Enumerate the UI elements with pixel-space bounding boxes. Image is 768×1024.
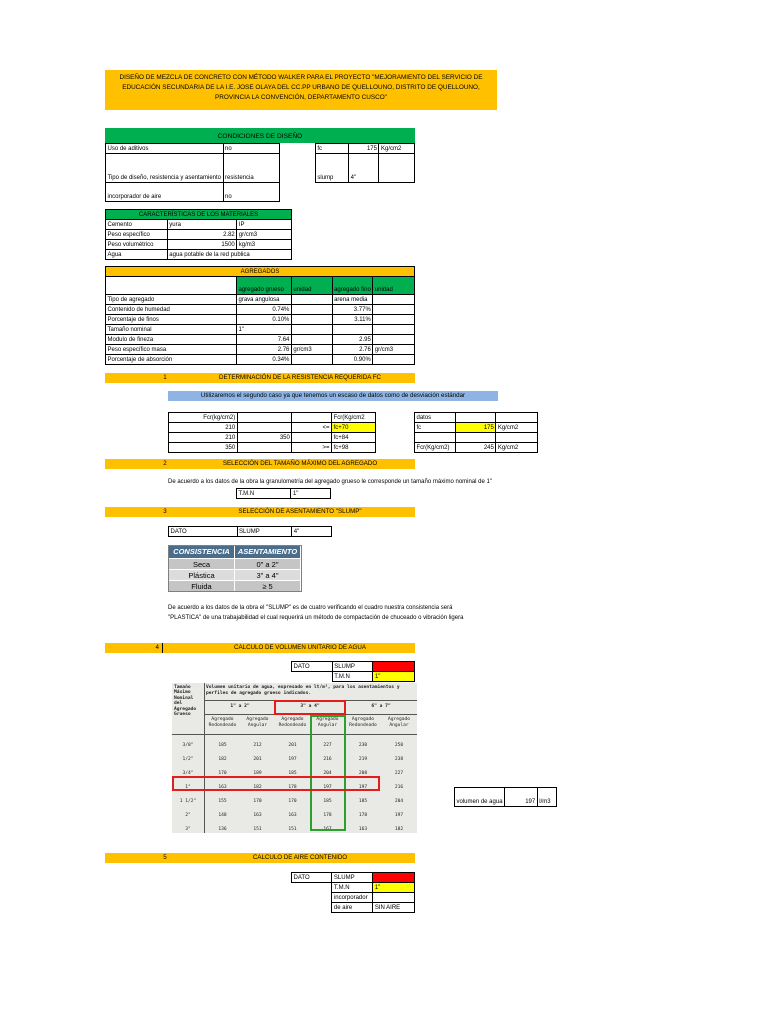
wt-row-value: 155 xyxy=(218,799,227,804)
document-title-text: DISEÑO DE MEZCLA DE CONCRETO CON MÉTODO WALKER PARA EL PROYECTO "MEJORAMIENTO DEL SERVICIO DE EDUCACIÓN SECUNDARIA DE LA I.E. JOSE OLAYA DEL CC.PP URBANO DE QUELLOUNO, DISTRITO DE QUELLOUNO, PROVINCIA LA CONVENCIÓN, DEPARTAMENTO CUSCO" xyxy=(119,74,483,101)
wt-row-size: 3/4" xyxy=(182,771,194,776)
tmn-value: 1" xyxy=(291,489,331,499)
aire-label: incorporador xyxy=(332,893,373,903)
aire-value: no xyxy=(223,183,279,202)
cons-cell: Plástica xyxy=(169,570,235,580)
aditivos-value: no xyxy=(223,144,279,154)
wt-row-value: 208 xyxy=(358,771,368,776)
material-label: Cemento xyxy=(106,220,168,230)
cons-cell: Seca xyxy=(169,559,235,569)
step1-note-text: Utilizaremos el segundo caso ya que tenemos un escaso de datos como de desviación estándar xyxy=(200,392,466,399)
fcr-a: 210 xyxy=(169,423,238,433)
cons-header-1: CONSISTENCIA xyxy=(169,546,235,558)
aditivos-label: Uso de aditivos xyxy=(106,144,224,154)
wt-row-value: 204 xyxy=(323,771,332,776)
vol-label: volumen de agua xyxy=(455,788,505,807)
wt-header: Volumen unitario de agua, expresado en lt/m³, para los asentamientos y perfiles de agregado grueso indicados. xyxy=(206,685,400,696)
wt-row-size: 1" xyxy=(185,785,191,790)
wt-row-size: 1/2" xyxy=(182,757,194,762)
cons-header-2: ASENTAMIENTO xyxy=(235,546,301,558)
fcr-table xyxy=(168,412,376,453)
fcr-c: <= xyxy=(292,423,332,433)
fcr-a: 210 xyxy=(169,433,238,443)
agg-fino: 3.77% xyxy=(332,305,373,315)
agg-grueso: 2.76 xyxy=(236,345,291,355)
agg-label: Contenido de humedad xyxy=(106,305,237,315)
wt-row-value: 212 xyxy=(253,743,262,748)
wt-group: 3" a 4" xyxy=(300,704,320,709)
highlight-angular-column xyxy=(310,715,346,831)
fcr-label: Fcr(Kg/cm2) xyxy=(415,443,456,453)
datos-label: datos xyxy=(415,413,456,423)
slump-label: SLUMP xyxy=(332,873,373,883)
wt-row-value: 178 xyxy=(358,813,368,818)
wt-sub: Agregado Angular xyxy=(246,717,269,728)
step5-num: 5 xyxy=(163,854,167,861)
wt-row-value: 219 xyxy=(358,757,368,762)
fc-unit: Kg/cm2 xyxy=(496,423,538,433)
material-unit: IP xyxy=(237,220,292,230)
wt-row-size: 3" xyxy=(185,827,191,832)
fcr-value: 245 xyxy=(455,443,495,453)
cons-cell: 3" a 4" xyxy=(235,570,301,580)
fcr-d: fc+84 xyxy=(332,433,376,443)
slump-value: 4" xyxy=(373,662,415,672)
col-unidad: unidad xyxy=(373,277,415,295)
agg-grueso: 0.74% xyxy=(236,305,291,315)
step3-slump-table xyxy=(168,526,332,537)
cons-cell: 0" a 2" xyxy=(235,559,301,569)
col-fino: agregado fino xyxy=(332,277,373,295)
agg-grueso: 7.64 xyxy=(236,335,291,345)
wt-row-value: 197 xyxy=(323,785,332,790)
highlight-slump-box xyxy=(274,700,346,715)
agg-u1 xyxy=(291,325,332,335)
wt-row-value: 185 xyxy=(218,743,227,748)
wt-sub: Agregado Angular xyxy=(387,717,411,728)
agg-label: Porcentaje de absorción xyxy=(106,355,237,365)
wt-row-value: 167 xyxy=(323,827,332,832)
conditions-table xyxy=(105,143,415,202)
fcr-b xyxy=(237,423,292,433)
fcr-c xyxy=(292,433,332,443)
agg-fino: 2.76 xyxy=(332,345,373,355)
wt-row-value: 227 xyxy=(394,771,404,776)
cons-cell: Fluida xyxy=(169,581,235,591)
tmn-label: T.M.N xyxy=(332,672,373,682)
slump-label: SLUMP xyxy=(237,527,292,537)
wt-row-value: 204 xyxy=(394,799,404,804)
agg-u2: gr/cm3 xyxy=(373,345,415,355)
aggregates-table xyxy=(105,266,415,365)
wt-row-value: 197 xyxy=(394,813,404,818)
material-value: agua potable de la red publica xyxy=(167,250,291,260)
fcr-d: fc+70 xyxy=(332,423,376,433)
fc-unit: Kg/cm2 xyxy=(379,144,415,154)
wt-row-value: 151 xyxy=(288,827,297,832)
agg-label: Porcentaje de finos xyxy=(106,315,237,325)
water-volume-table-image xyxy=(172,683,417,833)
fcr-head-left: Fcr(kg/cm2) xyxy=(169,413,238,423)
consistency-table xyxy=(168,545,302,592)
wt-row-value: 250 xyxy=(394,743,404,748)
slump-label: slump xyxy=(315,154,348,183)
agg-fino: arena media xyxy=(332,295,373,305)
wt-row-value: 163 xyxy=(288,813,297,818)
tmn-table xyxy=(236,488,331,499)
material-value: 2.82 xyxy=(167,230,237,240)
wt-row-value: 178 xyxy=(288,785,297,790)
vol-value: 197 xyxy=(505,788,538,807)
wt-row-value: 170 xyxy=(253,799,262,804)
wt-row-value: 197 xyxy=(358,785,368,790)
wt-row-value: 185 xyxy=(358,799,368,804)
agg-u2 xyxy=(373,325,415,335)
agg-fino: 2.95 xyxy=(332,335,373,345)
wt-row-value: 185 xyxy=(288,771,297,776)
agg-u1 xyxy=(291,335,332,345)
wt-row-value: 182 xyxy=(394,827,404,832)
step5-bar xyxy=(105,853,415,863)
step1-note xyxy=(168,391,498,401)
step2-bar xyxy=(105,459,415,469)
wt-row-value: 148 xyxy=(218,813,227,818)
material-value: 1500 xyxy=(167,240,237,250)
agg-u1 xyxy=(291,295,332,305)
dato-label: DATO xyxy=(292,662,333,672)
fc-label: fc xyxy=(315,144,348,154)
material-value: yura xyxy=(167,220,237,230)
agg-grueso: 0.10% xyxy=(236,315,291,325)
agg-u1 xyxy=(291,305,332,315)
fcr-a: 350 xyxy=(169,443,238,453)
agg-u1 xyxy=(291,355,332,365)
wt-sub: Agregado Redondeado xyxy=(349,717,377,728)
slump-value: 4" xyxy=(373,873,415,883)
wt-row-value: 201 xyxy=(253,757,262,762)
agg-u2 xyxy=(373,305,415,315)
wt-row-size: 3/8" xyxy=(182,743,194,748)
wt-sub: Agregado Redondeado xyxy=(208,717,237,728)
aire-value: SIN AIRE xyxy=(373,903,415,913)
agg-grueso: 1" xyxy=(236,325,291,335)
tipo-label: Tipo de diseño, resistencia y asentamiento xyxy=(106,154,224,183)
fcr-unit: Kg/cm2 xyxy=(496,443,538,453)
tmn-label: T.M.N xyxy=(237,489,291,499)
step2-text: De acuerdo a los datos de la obra la granulometría del agregado grueso le corresponde un tamaño máximo nominal de 1" xyxy=(168,479,492,485)
tipo-value: resistencia xyxy=(223,154,279,183)
agg-fino: 3.11% xyxy=(332,315,373,325)
wt-row-value: 182 xyxy=(218,757,227,762)
agg-label: Tipo de agregado xyxy=(106,295,237,305)
agg-label: Modulo de fineza xyxy=(106,335,237,345)
step4-bar xyxy=(105,643,415,653)
wt-row-value: 163 xyxy=(253,813,262,818)
wt-sub: Agregado Redondeado xyxy=(278,717,307,728)
document-title xyxy=(105,70,497,110)
step1-title: DETERMINACIÓN DE LA RESISTENCIA REQUERIDA FC xyxy=(219,374,381,381)
step3-text: De acuerdo a los datos de la obra el "SLUMP" es de cuatro verificando el cuadro nuestra consistencia será "PLASTICA" de una trabajabilidad el cual requerirá un método de compactación de chuceado o vibración ligera xyxy=(168,605,464,621)
material-label: Peso específico xyxy=(106,230,168,240)
agg-grueso: 0.34% xyxy=(236,355,291,365)
slump-label: SLUMP xyxy=(332,662,373,672)
material-label: Peso volumétrico xyxy=(106,240,168,250)
col-unidad: unidad xyxy=(291,277,332,295)
wt-row-size: 2" xyxy=(185,813,191,818)
wt-corner: Tamaño Máximo Nominal del Agregado Grueso xyxy=(174,685,197,718)
wt-row-value: 170 xyxy=(218,771,227,776)
fc-label: fc xyxy=(415,423,456,433)
fc-value: 175 xyxy=(349,144,379,154)
step3-title: SELECCIÓN DE ASENTAMIENTO "SLUMP" xyxy=(238,508,362,515)
wt-row-value: 163 xyxy=(218,785,227,790)
aggregates-header: AGREGADOS xyxy=(106,267,415,277)
step1-num: 1 xyxy=(163,374,167,381)
conditions-header xyxy=(105,128,415,143)
step4-num: 4 xyxy=(105,643,163,653)
wt-row-value: 163 xyxy=(358,827,368,832)
wt-row-size: 1 1/2" xyxy=(179,799,197,804)
agg-fino: 0.90% xyxy=(332,355,373,365)
wt-group: 6" a 7" xyxy=(371,704,391,709)
step4-title: CALCULO DE VOLUMEN UNITARIO DE AGUA xyxy=(234,644,366,651)
wt-group: 1" a 2" xyxy=(230,704,250,709)
materials-table xyxy=(105,209,292,260)
col-grueso: agregado grueso xyxy=(236,277,291,295)
highlight-1in-row xyxy=(172,776,380,791)
wt-row-value: 136 xyxy=(218,827,227,832)
water-volume-result xyxy=(454,787,557,807)
agg-fino xyxy=(332,325,373,335)
agg-grueso: grava angulosa xyxy=(236,295,291,305)
dato-label: DATO xyxy=(292,873,332,883)
slump-value: 4" xyxy=(349,154,379,183)
step5-dato-table xyxy=(291,872,415,913)
wt-row-value: 216 xyxy=(323,757,332,762)
tmn-label: T.M.N xyxy=(332,883,373,893)
agg-label: Peso específico masa xyxy=(106,345,237,355)
agg-u1 xyxy=(291,315,332,325)
tmn-value: 1" xyxy=(373,883,415,893)
wt-row-value: 178 xyxy=(323,813,332,818)
materials-header: CARACTERÍSTICAS DE LOS MATERIALES xyxy=(106,210,292,220)
vol-unit: l/m3 xyxy=(537,788,556,807)
agg-u2 xyxy=(373,295,415,305)
aire-label: de aire xyxy=(332,903,373,913)
wt-row-value: 238 xyxy=(394,757,404,762)
wt-row-value: 182 xyxy=(253,785,262,790)
dato-label: DATO xyxy=(169,527,238,537)
fcr-b: 350 xyxy=(237,433,292,443)
wt-row-value: 151 xyxy=(253,827,262,832)
wt-row-value: 216 xyxy=(394,785,404,790)
wt-row-value: 201 xyxy=(288,743,297,748)
fc-value: 175 xyxy=(455,423,495,433)
fcr-head-right: Fcr(Kg/cm2 xyxy=(332,413,376,423)
slump-value: 4" xyxy=(292,527,332,537)
aire-label: incorporador de aire xyxy=(106,183,224,202)
agg-label: Tamaño nominal xyxy=(106,325,237,335)
material-label: Agua xyxy=(106,250,168,260)
agg-u1: gr/cm3 xyxy=(291,345,332,355)
step4-dato-table xyxy=(291,661,415,682)
material-unit: gr/cm3 xyxy=(237,230,292,240)
wt-sub: Agregado Angular xyxy=(316,717,339,728)
wt-row-value: 227 xyxy=(323,743,332,748)
wt-row-value: 170 xyxy=(288,799,297,804)
step2-num: 2 xyxy=(163,460,167,467)
fcr-c: >= xyxy=(292,443,332,453)
fcr-d: fc+98 xyxy=(332,443,376,453)
conditions-header-text: CONDICIONES DE DISEÑO xyxy=(217,133,303,140)
cons-cell: ≥ 5 xyxy=(235,581,301,591)
step2-title: SELECCIÓN DEL TAMAÑO MÁXIMO DEL AGREGADO xyxy=(222,460,378,467)
tmn-value: 1" xyxy=(373,672,415,682)
step1-bar xyxy=(105,373,415,383)
step3-num: 3 xyxy=(163,508,167,515)
material-unit: kg/m3 xyxy=(237,240,292,250)
step5-title: CALCULO DE AIRE CONTENIDO xyxy=(252,854,348,861)
step3-bar xyxy=(105,507,415,517)
wt-row-value: 189 xyxy=(253,771,262,776)
agg-u2 xyxy=(373,335,415,345)
fcr-datos-table xyxy=(414,412,538,453)
fcr-b xyxy=(237,443,292,453)
wt-row-value: 197 xyxy=(288,757,297,762)
wt-row-value: 185 xyxy=(323,799,332,804)
wt-row-value: 230 xyxy=(358,743,368,748)
agg-u2 xyxy=(373,315,415,325)
agg-u2 xyxy=(373,355,415,365)
